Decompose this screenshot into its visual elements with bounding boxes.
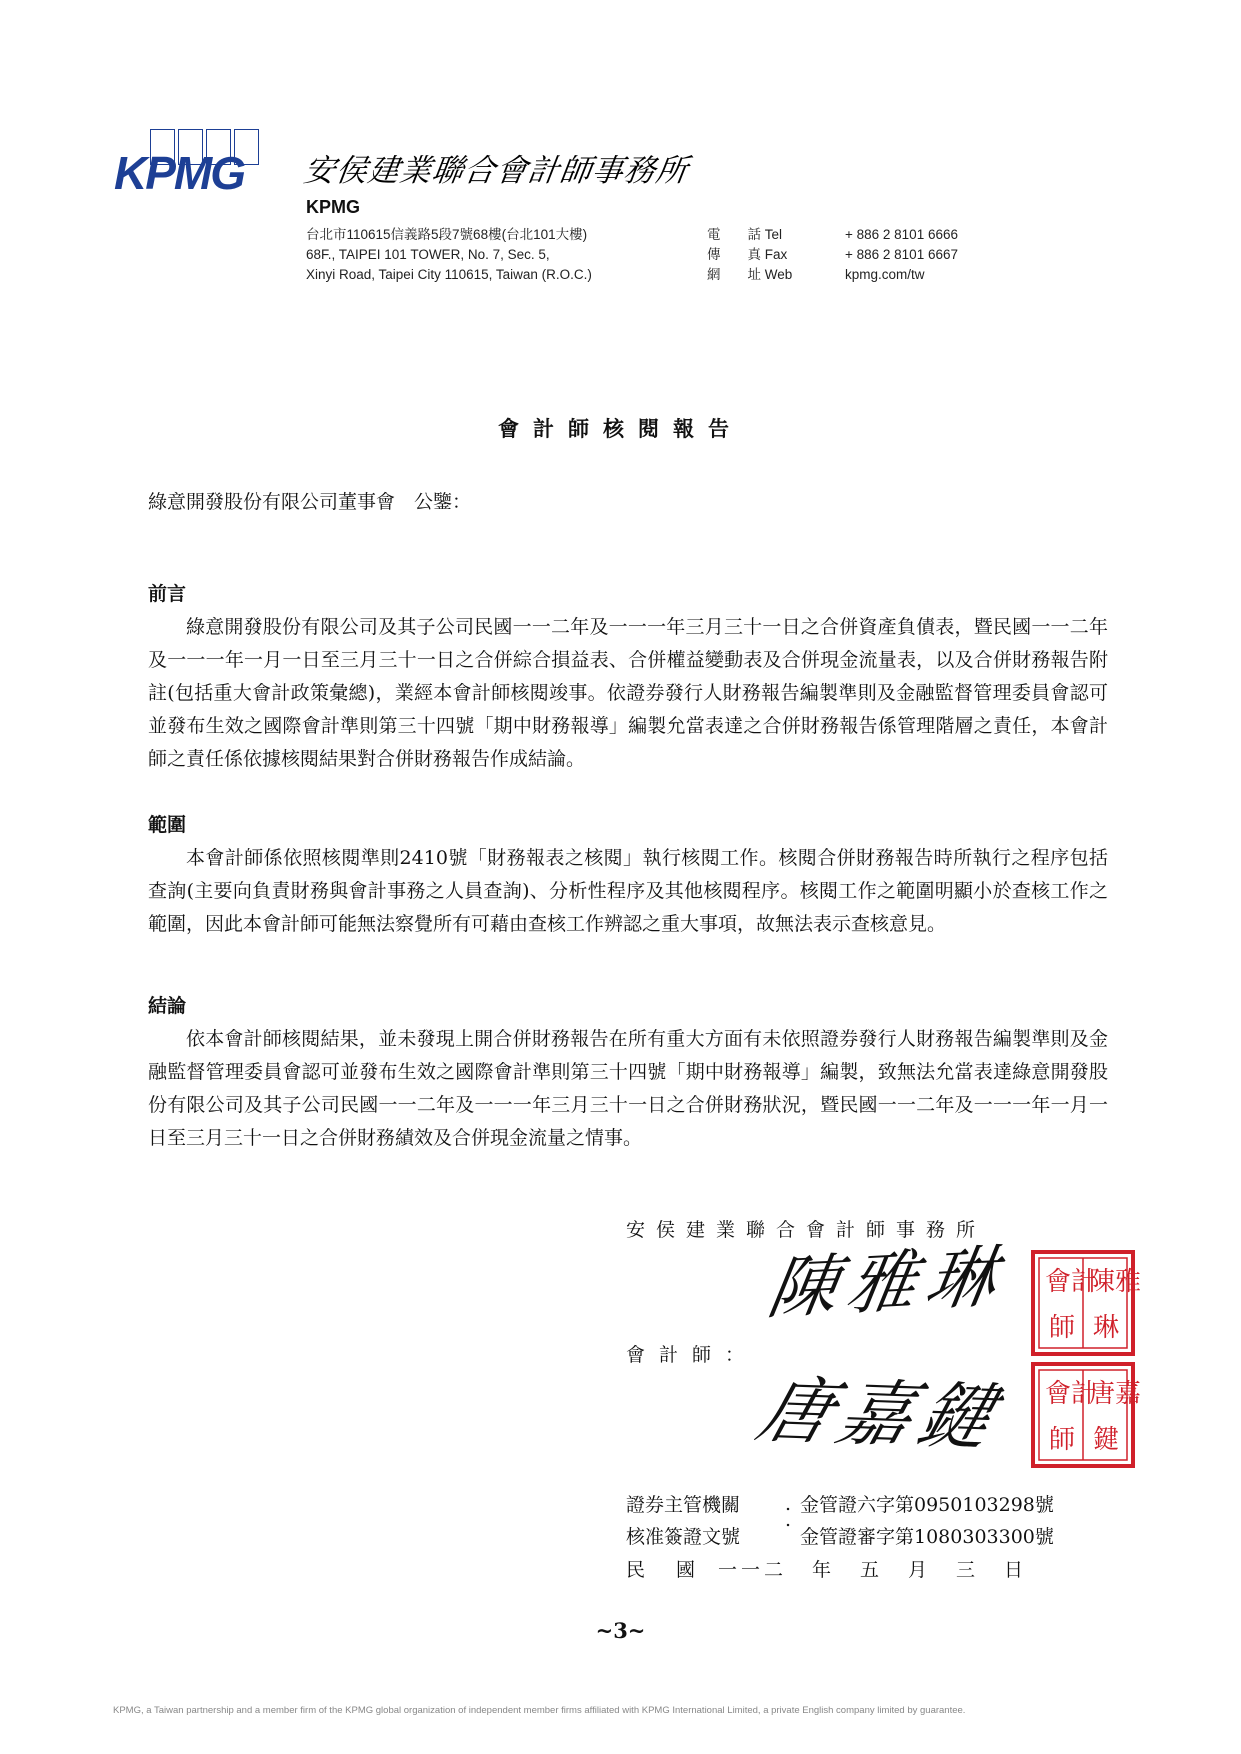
kpmg-logo: KPMG: [114, 147, 244, 199]
date-part: 民: [626, 1559, 646, 1581]
registration-labels: [626, 1489, 740, 1553]
fax-value: + 886 2 8101 6667: [845, 247, 958, 262]
section-preface: [148, 578, 1108, 776]
section-heading: 結論: [148, 995, 187, 1017]
date-part: 一一二: [718, 1559, 788, 1581]
date-part: 五: [860, 1559, 880, 1581]
svg-text:師: 師: [1049, 1425, 1076, 1455]
tel-value: + 886 2 8101 6666: [845, 227, 958, 242]
svg-text:會計: 會計: [1045, 1267, 1098, 1297]
section-text: 本會計師係依照核閱準則2410號「財務報表之核閱」執行核閱工作。核閱合併財務報告時所執行之程序包括查詢(主要向負責財務與會計事務之人員查詢)、分析性程序及其他核閱程序。核閱工作之範圍明顯小於查核工作之範圍，因此本會計師可能無法察覺所有可藉由查核工作辨認之重大事項，故無法表示查核意見。: [148, 847, 1108, 935]
contact-label-zh: 傳 真: [707, 247, 761, 262]
contact-label-en: Tel: [764, 227, 783, 242]
footer-disclaimer: KPMG, a Taiwan partnership and a member firm of the KPMG global organization of independent member firms affiliated with KPMG International Limited, a private English company limited by guarantee.: [113, 1705, 966, 1716]
svg-text:陳雅: 陳雅: [1089, 1267, 1142, 1297]
section-heading: 前言: [148, 583, 187, 605]
section-conclusion: [148, 990, 1108, 1155]
date-part: 國: [676, 1559, 696, 1581]
contact-values: [845, 225, 958, 285]
contact-label-zh: 電 話: [707, 227, 761, 242]
date-part: 月: [908, 1559, 928, 1581]
section-heading: 範圍: [148, 814, 187, 836]
address-line: 68F., TAIPEI 101 TOWER, No. 7, Sec. 5,: [306, 247, 550, 262]
svg-text:會計: 會計: [1045, 1379, 1098, 1409]
section-scope: [148, 809, 1108, 941]
svg-text:唐嘉: 唐嘉: [1089, 1379, 1142, 1409]
contact-label-en: Web: [764, 267, 793, 282]
web-link[interactable]: kpmg.com/tw: [845, 267, 925, 282]
report-title: 會計師核閱報告: [498, 416, 743, 441]
contact-labels: [707, 225, 792, 285]
date-part: 年: [812, 1559, 832, 1581]
svg-text:師: 師: [1049, 1313, 1076, 1343]
signature-1: 陳雅琳: [762, 1237, 1012, 1330]
registration-value: 金管證審字第1080303300號: [800, 1526, 1054, 1548]
accountant-label: 會計師：: [626, 1344, 759, 1366]
contact-label-zh: 網 址: [707, 267, 761, 282]
registration-values: [800, 1489, 1054, 1553]
signing-firm: 安侯建業聯合會計師事務所: [626, 1219, 987, 1241]
registration-label: 核准簽證文號: [626, 1526, 741, 1548]
section-text: 依本會計師核閱結果，並未發現上開合併財務報告在所有重大方面有未依照證券發行人財務報告編製準則及金融監督管理委員會認可並發布生效之國際會計準則第三十四號「期中財務報導」編製，致無法允當表達綠意開發股份有限公司及其子公司民國一一二年及一一一年三月三十一日之合併財務狀況，暨民國一一二年及一一一年一月一日至三月三十一日之合併財務績效及合併現金流量之情事。: [148, 1028, 1108, 1149]
firm-address: [306, 225, 592, 285]
section-text: 綠意開發股份有限公司及其子公司民國一一二年及一一一年三月三十一日之合併資產負債表，暨民國一一二年及一一一年一月一日至三月三十一日之合併綜合損益表、合併權益變動表及合併現金流量表，以及合併財務報告附註(包括重大會計政策彙總)，業經本會計師核閱竣事。依證券發行人財務報告編製準則及金融監督管理委員會認可並發布生效之國際會計準則第三十四號「期中財務報導」編製允當表達之合併財務報告係管理階層之責任，本會計師之責任係依據核閱結果對合併財務報告作成結論。: [148, 616, 1108, 770]
registration-value: 金管證六字第0950103298號: [800, 1494, 1054, 1516]
date-part: 日: [1004, 1559, 1024, 1581]
registration-label: 證券主管機關: [626, 1494, 741, 1516]
firm-name-en: KPMG: [306, 197, 360, 217]
signature-2: 唐嘉鍵: [749, 1367, 1011, 1461]
svg-text:鍵: 鍵: [1093, 1425, 1120, 1455]
date-part: 三: [956, 1559, 976, 1581]
registration-colon: . .: [785, 1493, 792, 1531]
svg-text:琳: 琳: [1093, 1313, 1120, 1343]
address-line: Xinyi Road, Taipei City 110615, Taiwan (R.O.C.): [306, 267, 592, 282]
page-number: ~3~: [595, 1618, 646, 1643]
seal-stamp-1: [1031, 1250, 1142, 1356]
contact-label-en: Fax: [764, 247, 788, 262]
seal-stamp-2: [1031, 1362, 1142, 1468]
firm-name-calligraphy: 安侯建業聯合會計師事務所: [301, 153, 691, 189]
salutation: 綠意開發股份有限公司董事會 公鑒：: [148, 491, 472, 513]
address-line: 台北市110615信義路5段7號68樓(台北101大樓): [306, 227, 588, 242]
